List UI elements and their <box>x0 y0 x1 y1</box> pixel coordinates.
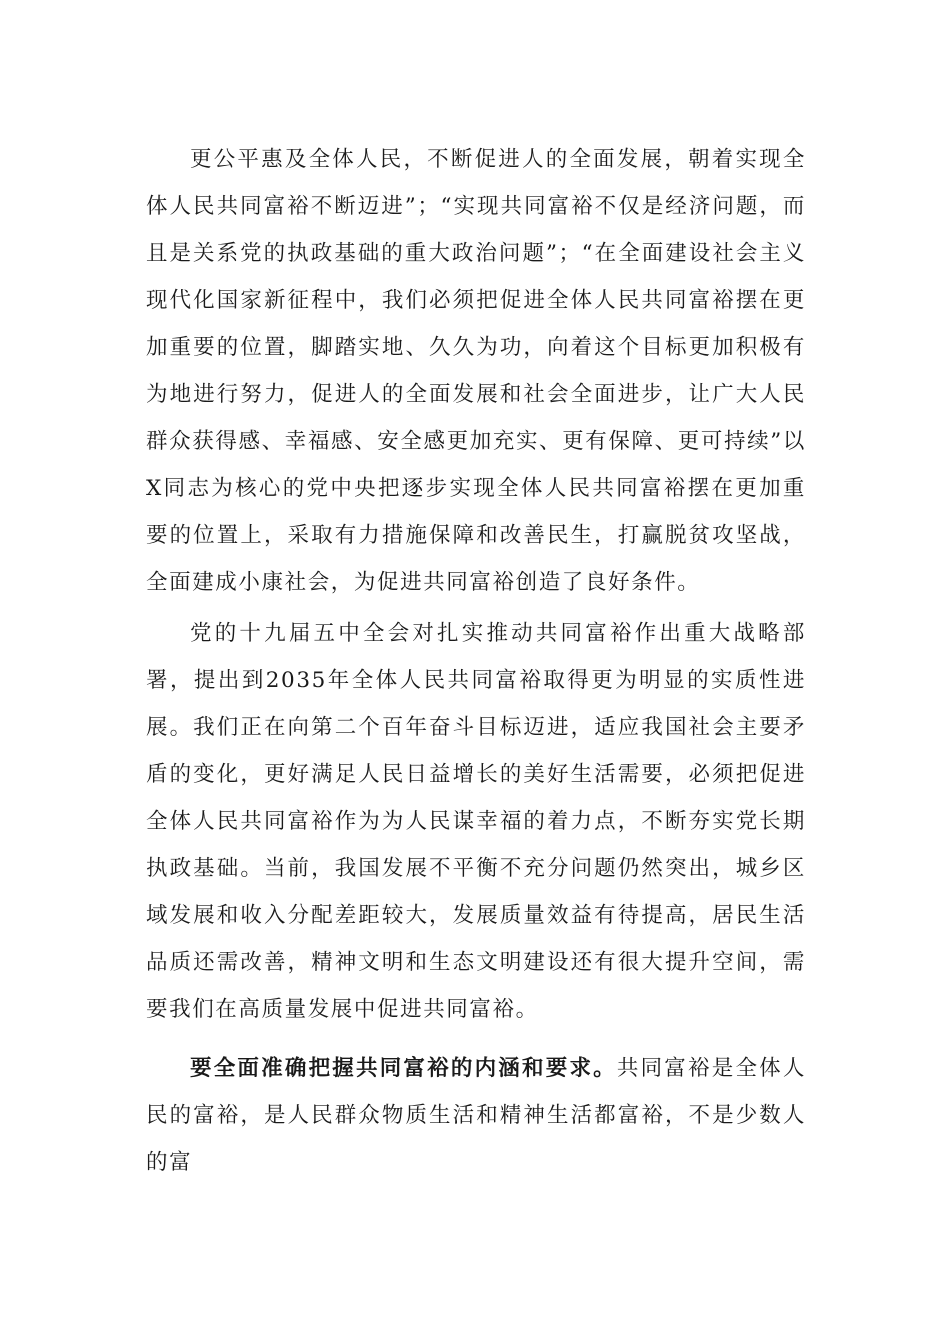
paragraph-1: 更公平惠及全体人民，不断促进人的全面发展，朝着实现全体人民共同富裕不断迈进”；“实现共同富裕不仅是经济问题，而且是关系党的执政基础的重大政治问题”；“在全面建设社会主义现代化国家新征程中，我们必须把促进全体人民共同富裕摆在更加重要的位置，脚踏实地、久久为功，向着这个目标更加积极有为地进行努力，促进人的全面发展和社会全面进步，让广大人民群众获得感、幸福感、安全感更加充实、更有保障、更可持续”以X同志为核心的党中央把逐步实现全体人民共同富裕摆在更加重要的位置上，采取有力措施保障和改善民生，打赢脱贫攻坚战，全面建成小康社会，为促进共同富裕创造了良好条件。 <box>146 147 806 595</box>
paragraph-3 <box>146 1045 806 1186</box>
paragraph-3-text: 共同富裕是全体人民的富裕，是人民群众物质生活和精神生活都富裕，不是少数人的富 <box>146 1056 806 1175</box>
paragraph-2: 党的十九届五中全会对扎实推动共同富裕作出重大战略部署，提出到2035年全体人民共同富裕取得更为明显的实质性进展。我们正在向第二个百年奋斗目标迈进，适应我国社会主要矛盾的变化，更好满足人民日益增长的美好生活需要，必须把促进全体人民共同富裕作为为人民谋幸福的着力点，不断夯实党长期执政基础。当前，我国发展不平衡不充分问题仍然突出，城乡区域发展和收入分配差距较大，发展质量效益有待提高，居民生活品质还需改善，精神文明和生态文明建设还有很大提升空间，需要我们在高质量发展中促进共同富裕。 <box>146 621 806 1022</box>
paragraph-3-lead: 要全面准确把握共同富裕的内涵和要求。 <box>190 1056 617 1081</box>
document-page <box>146 136 806 1186</box>
